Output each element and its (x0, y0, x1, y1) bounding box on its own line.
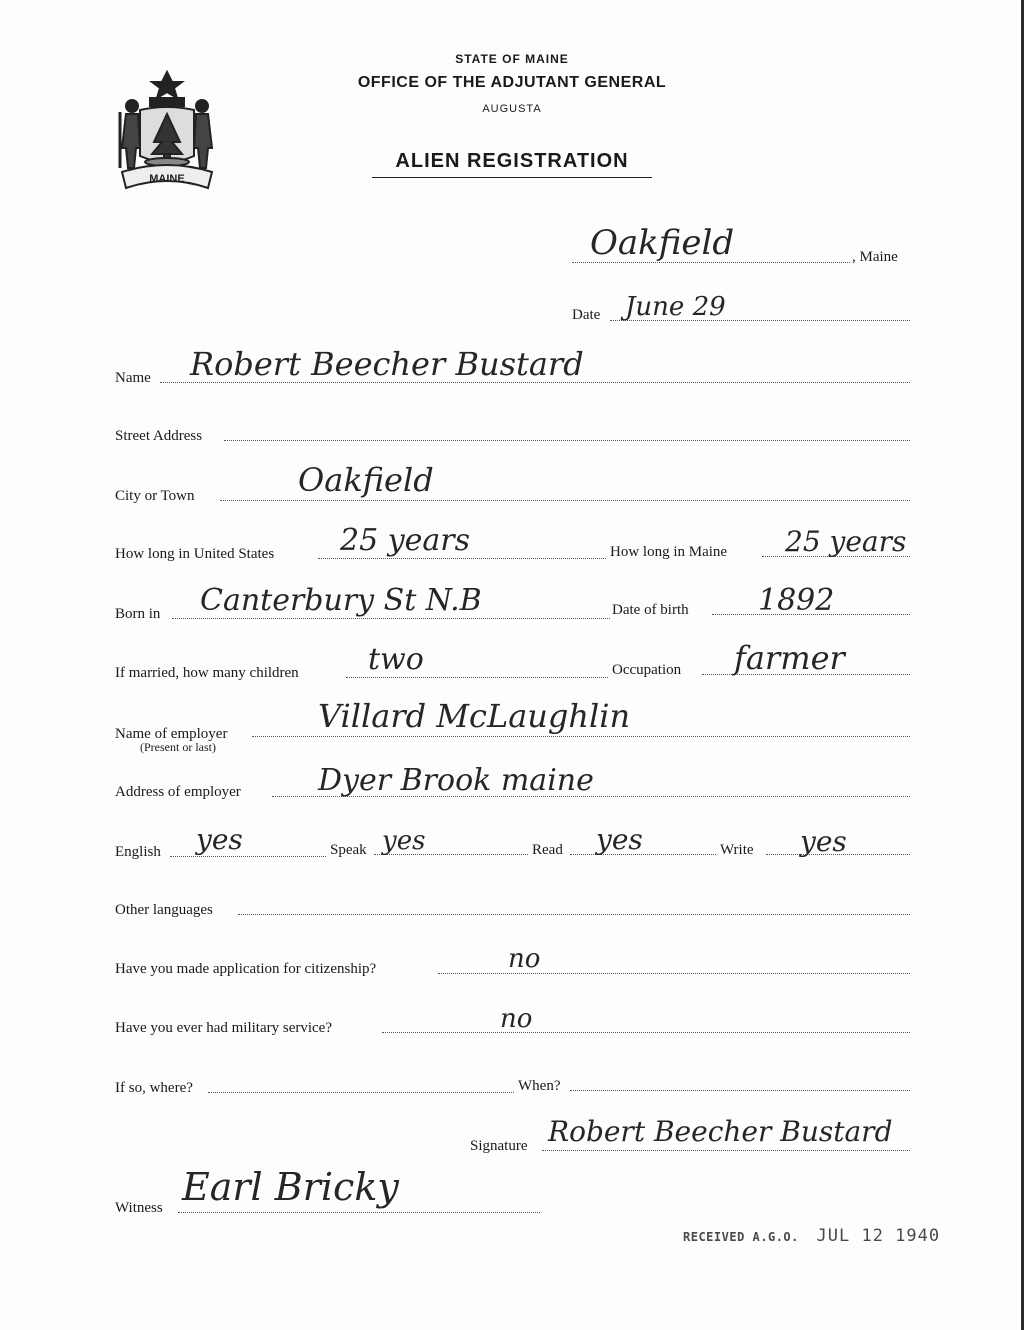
received-stamp (683, 1226, 940, 1246)
street-line (224, 440, 910, 441)
town-suffix-label: , Maine (852, 249, 898, 265)
office-heading: OFFICE OF THE ADJUTANT GENERAL (357, 74, 667, 91)
state-heading: STATE OF MAINE (455, 52, 569, 66)
children-label: If married, how many children (115, 665, 299, 681)
name-label: Name (115, 370, 151, 386)
employer-sublabel: (Present or last) (140, 740, 216, 754)
other-languages-line (238, 914, 910, 915)
speak-label: Speak (330, 842, 367, 858)
title-underline (372, 177, 652, 178)
military-line (382, 1032, 910, 1033)
witness-line (178, 1212, 540, 1213)
dob-value: 1892 (758, 583, 835, 618)
read-label: Read (532, 842, 563, 858)
years-maine-value: 25 years (785, 525, 907, 558)
city-label: City or Town (115, 488, 195, 504)
occupation-value: farmer (734, 639, 845, 677)
english-label: English (115, 844, 161, 860)
received-stamp-date: JUL 12 1940 (816, 1226, 941, 1246)
years-us-label: How long in United States (115, 546, 275, 562)
witness-value: Earl Bricky (182, 1165, 399, 1209)
where-line (208, 1092, 514, 1093)
read-value: yes (596, 823, 643, 856)
signature-value: Robert Beecher Bustard (548, 1115, 893, 1148)
employer-address-label: Address of employer (115, 784, 241, 800)
seal-banner-text: MAINE (149, 173, 185, 185)
years-maine-label: How long in Maine (610, 544, 728, 560)
date-label: Date (572, 307, 601, 323)
signature-line (542, 1150, 910, 1151)
street-label: Street Address (115, 428, 203, 444)
years-us-line (318, 558, 606, 559)
dob-label: Date of birth (612, 602, 689, 618)
other-languages-label: Other languages (115, 902, 213, 918)
employer-label: Name of employer (115, 726, 228, 742)
born-label: Born in (115, 606, 161, 622)
received-stamp-label: RECEIVED A.G.O. (683, 1230, 799, 1244)
english-value: yes (196, 823, 243, 856)
employer-value: Villard McLaughlin (318, 697, 631, 735)
children-value: two (368, 642, 424, 677)
employer-address-value: Dyer Brook maine (318, 763, 594, 798)
born-value: Canterbury St N.B (200, 583, 482, 618)
write-label: Write (720, 842, 754, 858)
citizenship-label: Have you made application for citizenship? (115, 961, 377, 977)
witness-label: Witness (115, 1200, 163, 1216)
where-label: If so, where? (115, 1080, 193, 1096)
citizenship-value: no (508, 944, 541, 974)
town-value: Oakfield (590, 223, 735, 263)
read-line (570, 854, 716, 855)
date-value: June 29 (625, 292, 726, 322)
city-line (220, 500, 910, 501)
city-value: Oakfield (298, 461, 434, 499)
city-heading: AUGUSTA (482, 103, 542, 115)
occupation-label: Occupation (612, 662, 682, 678)
english-line (170, 856, 326, 857)
write-value: yes (800, 825, 847, 858)
military-value: no (500, 1004, 533, 1034)
born-line (172, 618, 610, 619)
children-line (346, 677, 608, 678)
form-title: ALIEN REGISTRATION (395, 150, 629, 172)
military-label: Have you ever had military service? (115, 1020, 332, 1036)
name-value: Robert Beecher Bustard (190, 345, 584, 383)
years-us-value: 25 years (340, 523, 471, 558)
signature-label: Signature (470, 1138, 528, 1154)
speak-value: yes (382, 826, 426, 856)
employer-line (252, 736, 910, 737)
when-label: When? (518, 1078, 561, 1094)
when-line (570, 1090, 910, 1091)
